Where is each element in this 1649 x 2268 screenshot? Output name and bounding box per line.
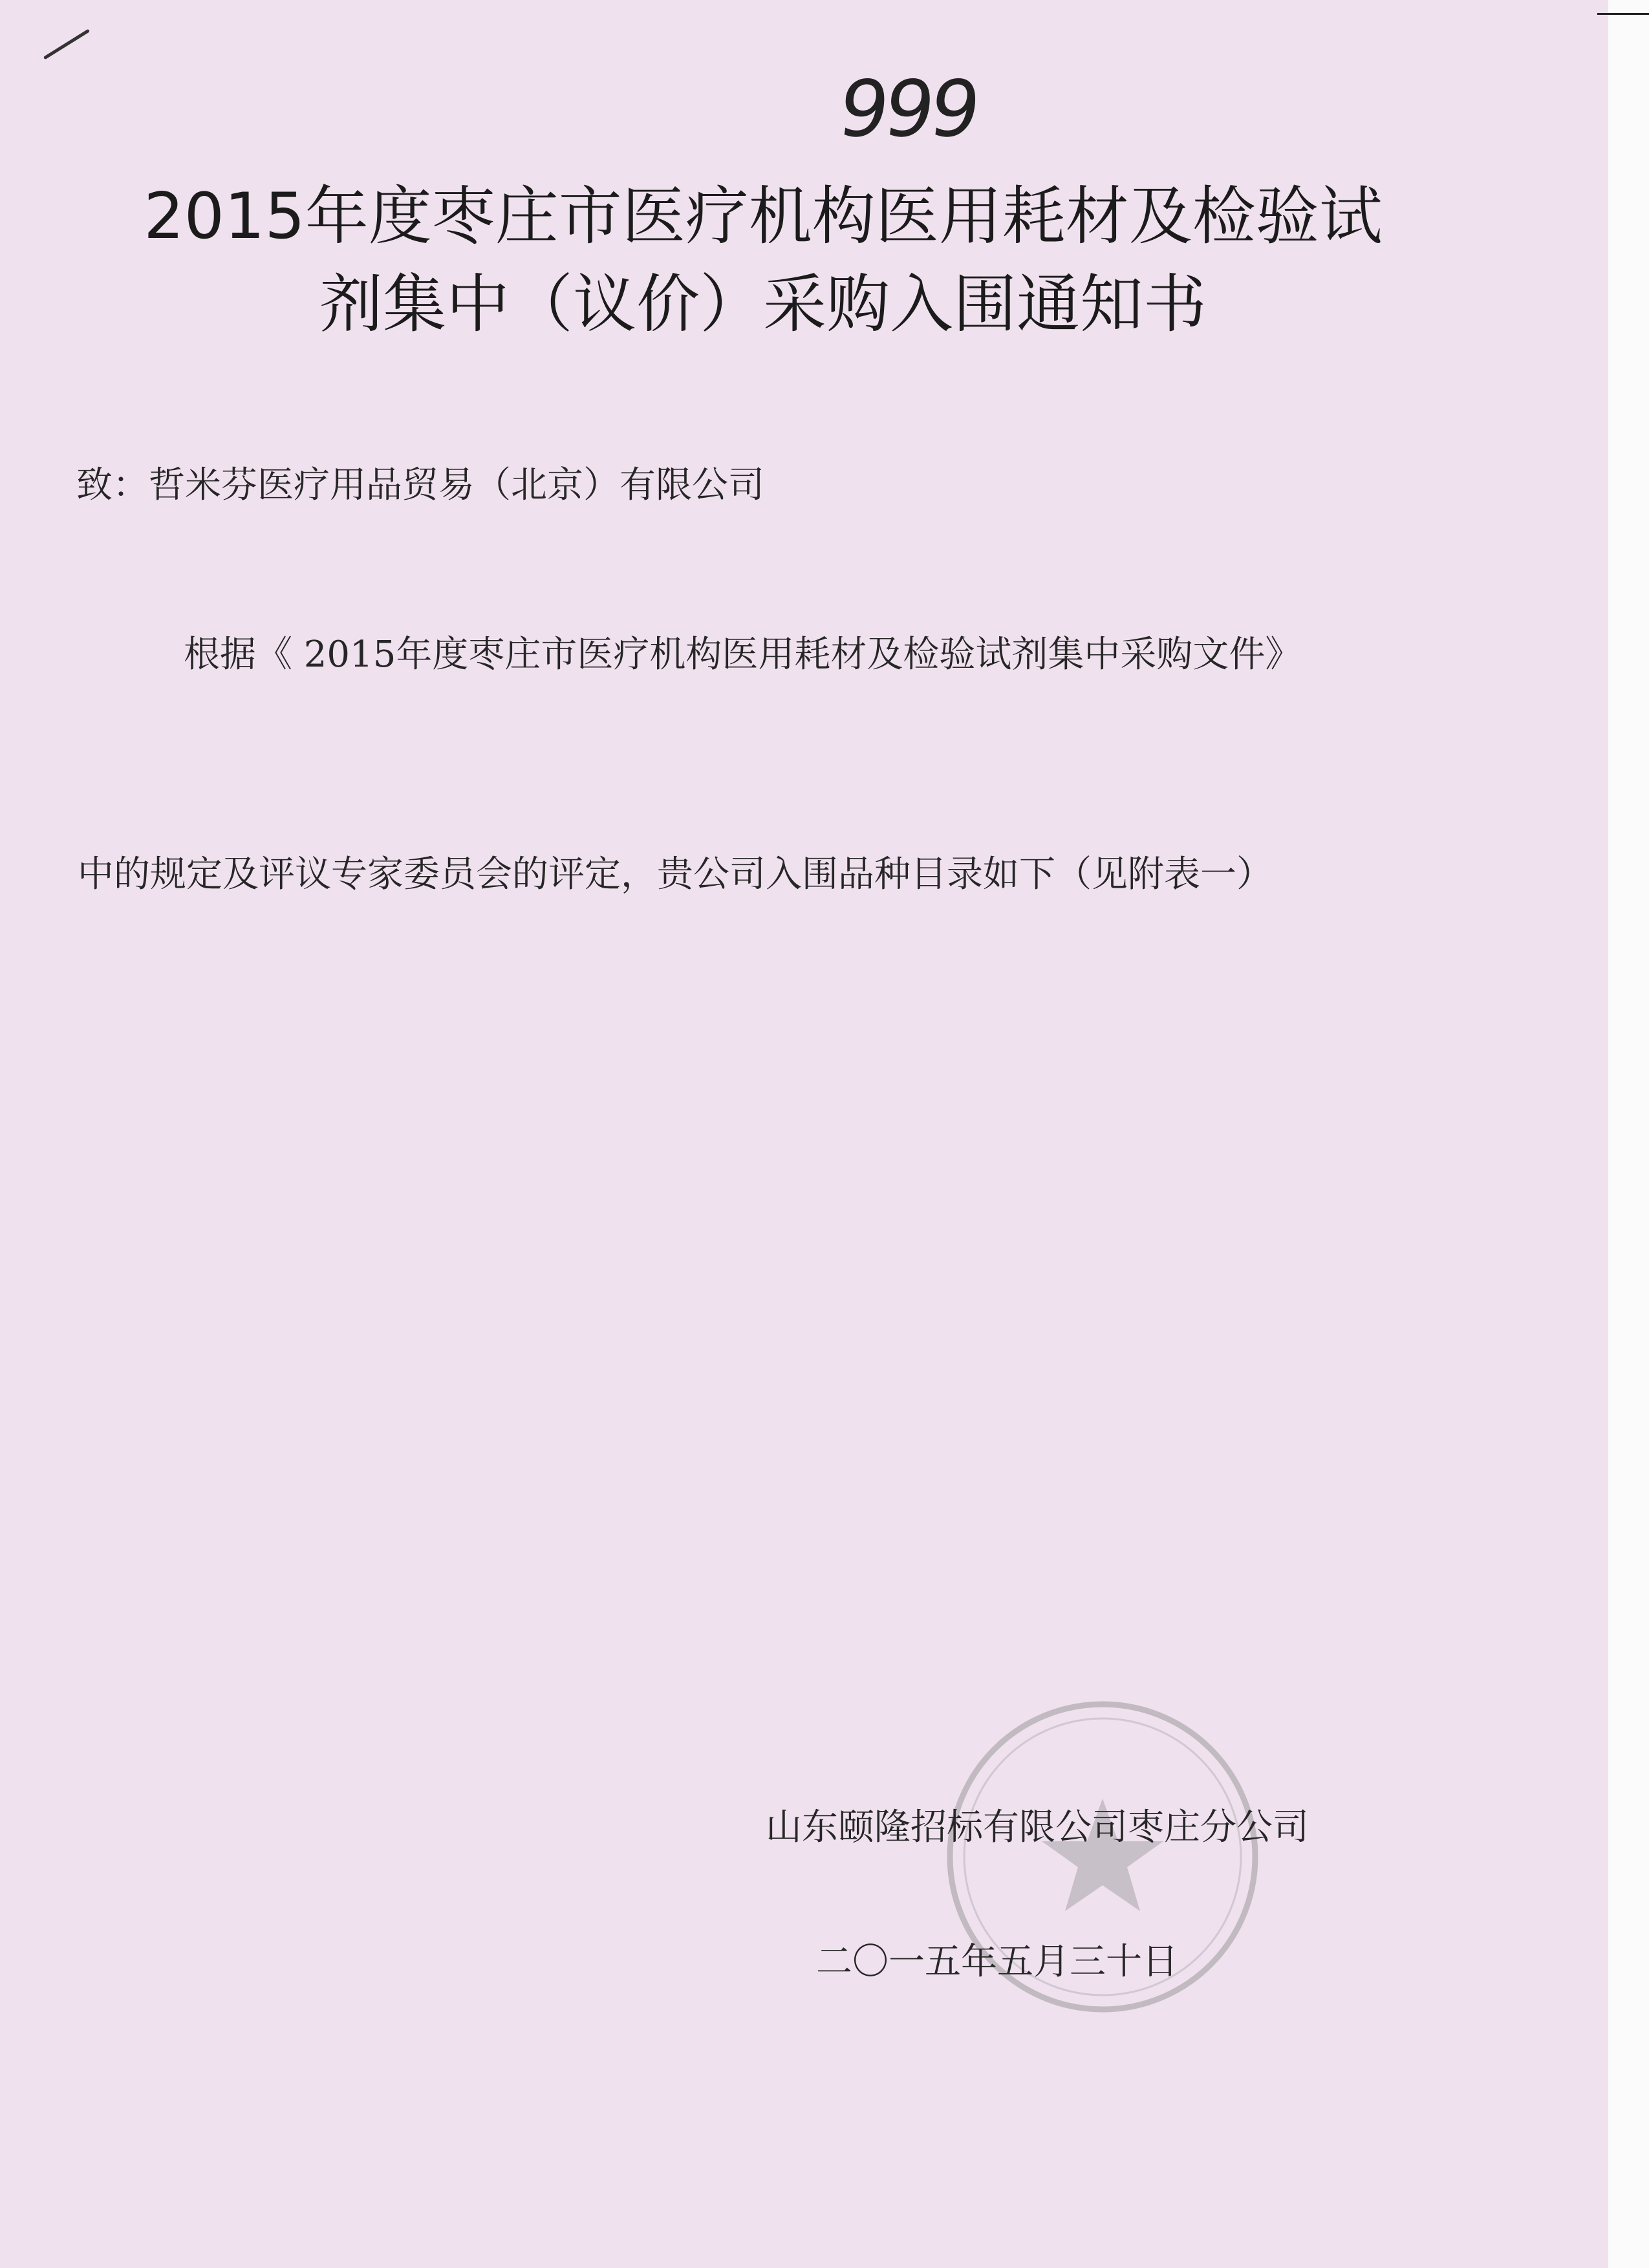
scan-margin (1608, 0, 1649, 2268)
addressee: 致：哲米芬医疗用品贸易（北京）有限公司 (76, 464, 764, 506)
title-line-2: 剂集中（议价）采购入围通知书 (319, 268, 1207, 341)
title-line-1: 2015年度枣庄市医疗机构医用耗材及检验试 (144, 180, 1383, 253)
handwritten-page-number: 999 (833, 65, 982, 155)
paragraph-line-1: 根据《 2015年度枣庄市医疗机构医用耗材及检验试剂集中采购文件》 (184, 634, 1302, 676)
pen-mark (43, 29, 90, 60)
issue-date: 二〇一五年五月三十日 (816, 1941, 1178, 1983)
scan-edge-line (1597, 13, 1649, 15)
paragraph-line-2: 中的规定及评议专家委员会的评定，贵公司入围品种目录如下（见附表一） (78, 853, 1273, 895)
signer-company: 山东颐隆招标有限公司枣庄分公司 (766, 1806, 1309, 1848)
